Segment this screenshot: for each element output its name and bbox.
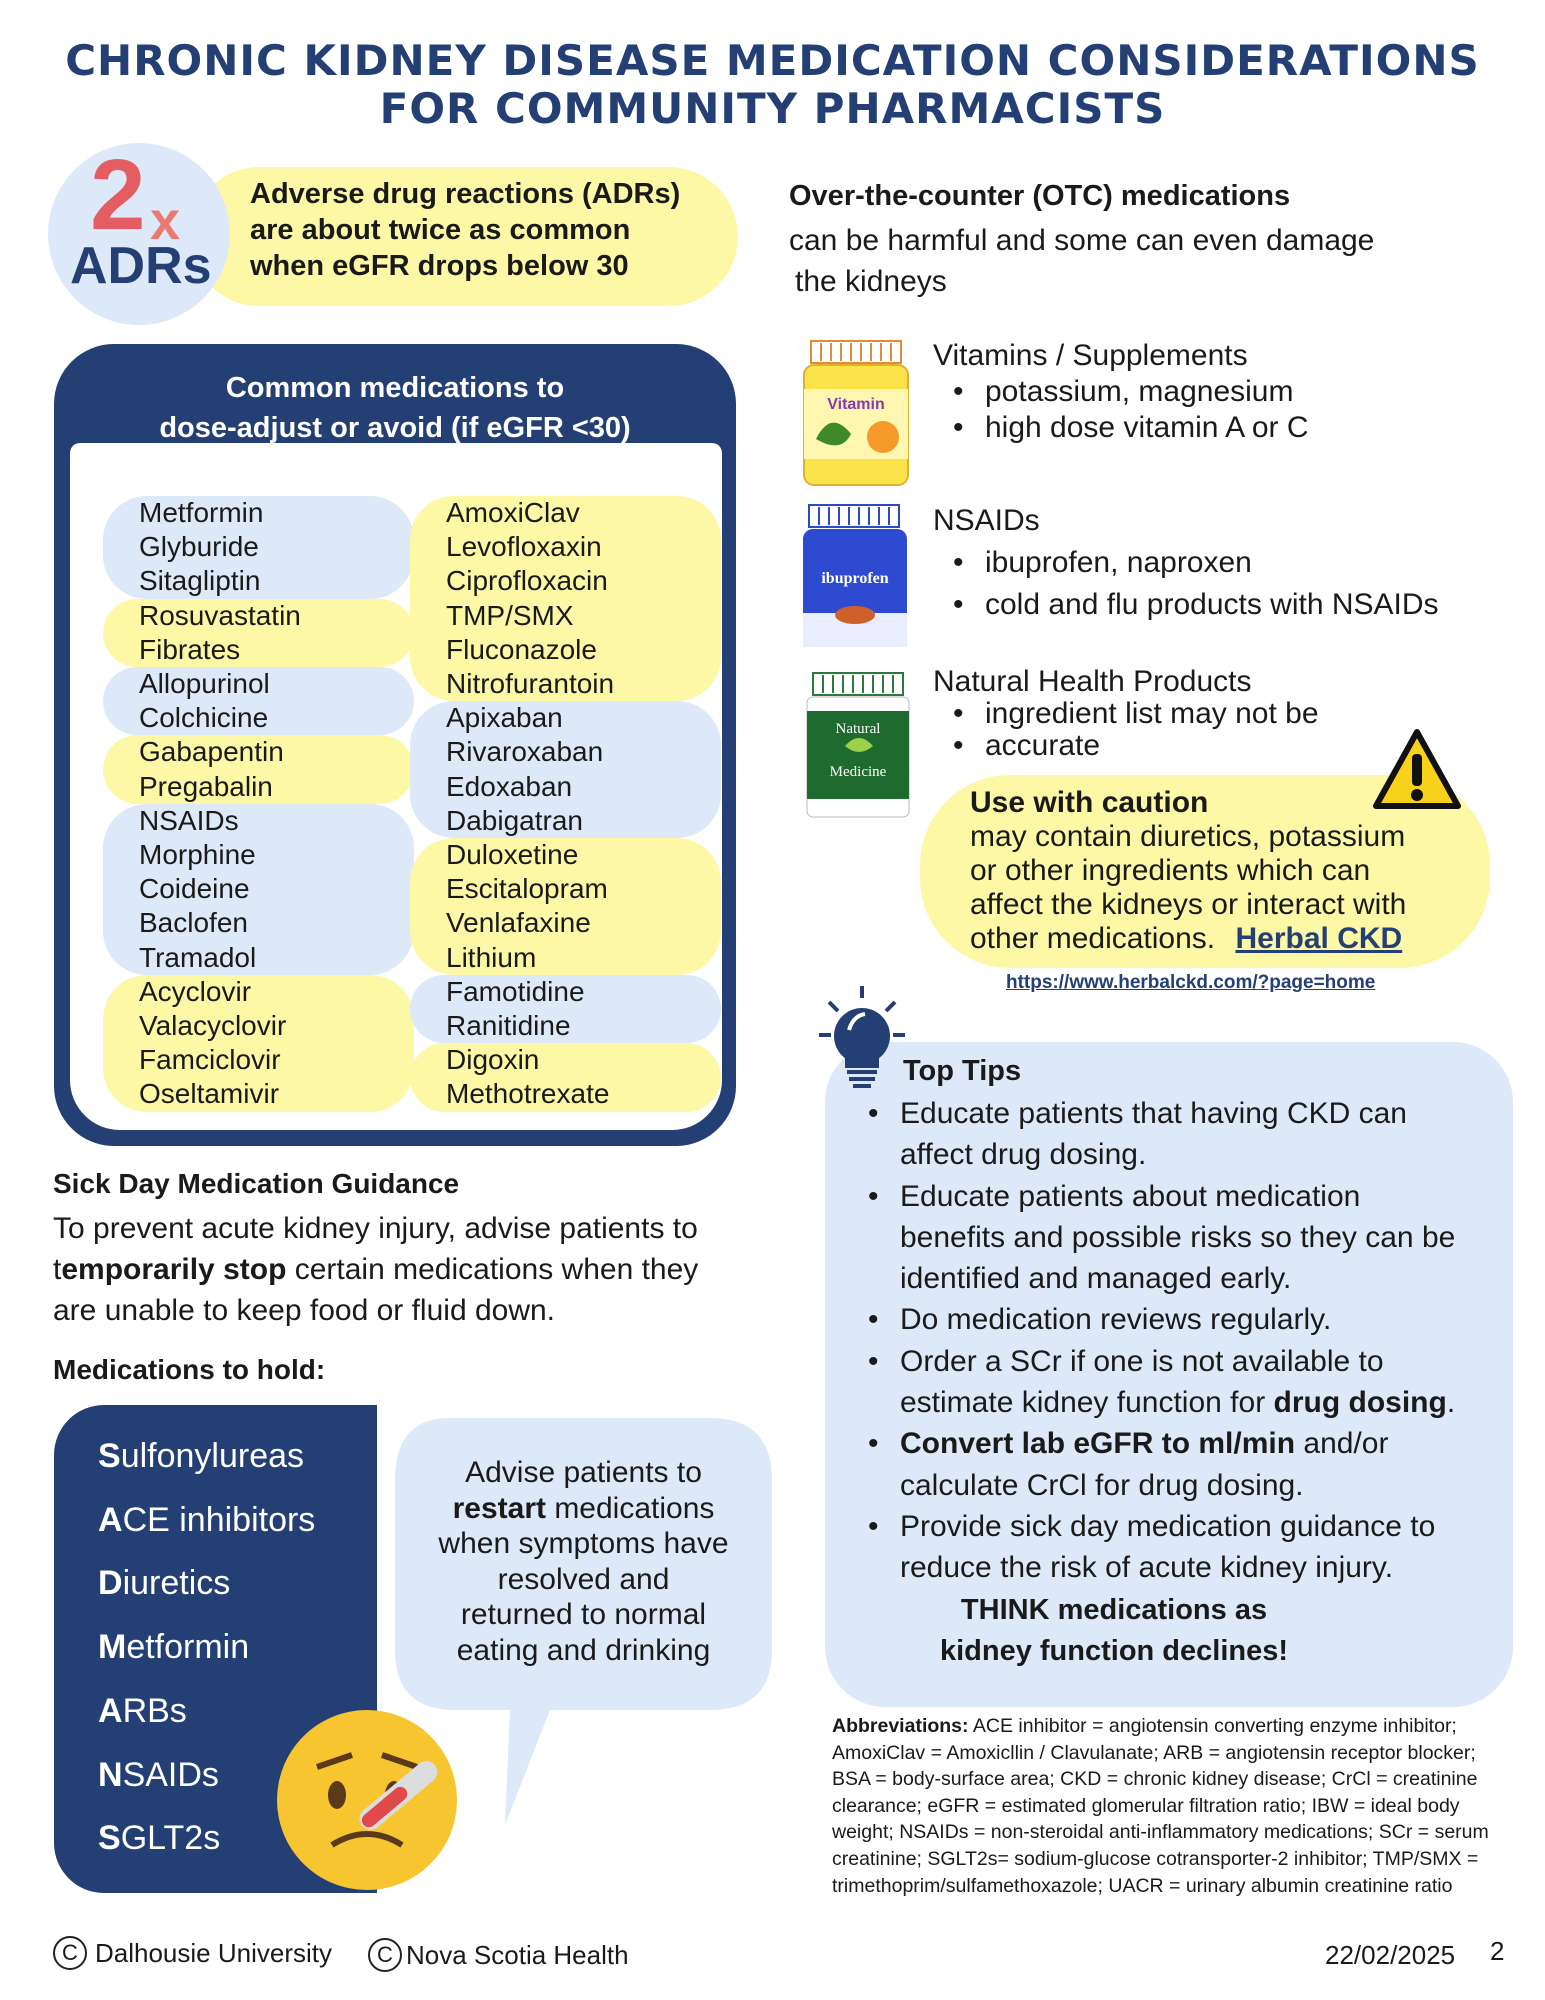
nsaids-title: NSAIDs xyxy=(933,504,1040,537)
med-group-blue xyxy=(103,667,414,735)
meds-left-column xyxy=(139,496,414,1112)
med-item: Apixaban xyxy=(446,702,563,734)
med-item: TMP/SMX xyxy=(446,599,574,631)
t: and/or xyxy=(1295,1427,1389,1461)
otc-text xyxy=(789,220,1374,302)
med-item: Escitalopram xyxy=(446,873,608,905)
adr-line: are about twice as common xyxy=(250,214,631,246)
ibuprofen-label: ibuprofen xyxy=(821,570,889,587)
list-item: • ingredient list may not be xyxy=(985,698,1319,730)
med-item: Sitagliptin xyxy=(139,565,261,597)
t: Advise patients to xyxy=(465,1456,702,1489)
med-item: Coideine xyxy=(139,873,250,905)
heading-line: Common medications to xyxy=(225,372,565,404)
sick-face-icon xyxy=(272,1705,462,1895)
nsaids-section xyxy=(933,500,1439,626)
vitamin-bottle-icon xyxy=(801,339,911,489)
tip-item xyxy=(900,1093,1455,1176)
adr-label: ADRs xyxy=(70,237,212,295)
hold-item: ARBs xyxy=(98,1691,187,1730)
meds-right-column xyxy=(446,496,721,1112)
med-item: Famotidine xyxy=(446,975,585,1007)
otc-heading: Over-the-counter (OTC) medications xyxy=(789,180,1291,212)
med-item: Methotrexate xyxy=(446,1078,610,1110)
t: or other ingredients which can xyxy=(970,854,1371,887)
sick-day-text xyxy=(53,1208,698,1331)
list-item: • high dose vitamin A or C xyxy=(985,410,1309,446)
natural-section xyxy=(933,666,1319,762)
t: resolved and xyxy=(497,1562,670,1596)
med-item: Valacyclovir xyxy=(139,1010,287,1042)
t: affect the kidneys or interact with xyxy=(970,888,1407,921)
t: may contain diuretics, potassium xyxy=(970,820,1406,853)
med-item: Nitrofurantoin xyxy=(446,668,615,700)
t: certain medications when they xyxy=(286,1253,699,1286)
t: the kidneys xyxy=(795,265,947,298)
list-item: • ibuprofen, naproxen xyxy=(985,542,1439,584)
t: • Educate patients about medication xyxy=(900,1179,1361,1213)
sick-day-heading: Sick Day Medication Guidance xyxy=(53,1168,460,1199)
med-item: Digoxin xyxy=(446,1044,540,1076)
med-item: Tramadol xyxy=(139,941,257,973)
med-item: Fluconazole xyxy=(446,633,597,665)
med-item: NSAIDs xyxy=(139,804,239,836)
med-item: Venlafaxine xyxy=(446,907,591,939)
t: THINK medications as xyxy=(960,1594,1268,1626)
ibuprofen-bottle-icon xyxy=(801,503,911,651)
med-item: Oseltamivir xyxy=(139,1078,280,1110)
bubble-text xyxy=(395,1455,772,1668)
t: • Educate patients that having CKD can xyxy=(900,1097,1407,1130)
caution-heading: Use with caution xyxy=(970,786,1209,819)
t: can be harmful and some can even damage xyxy=(789,224,1375,257)
tip-item xyxy=(900,1299,1455,1340)
med-item: Levofloxaxin xyxy=(446,531,602,563)
med-item: Rivaroxaban xyxy=(446,736,604,768)
vitamin-label: Vitamin xyxy=(827,396,885,413)
t: • Order a SCr if one is not available to xyxy=(900,1344,1384,1378)
text-line: are unable to keep food or fluid down. xyxy=(53,1294,556,1327)
med-group-blue xyxy=(410,701,721,838)
med-group-blue xyxy=(410,975,721,1043)
vitamins-title: Vitamins / Supplements xyxy=(933,339,1248,372)
tip-item xyxy=(900,1176,1455,1300)
list-item: • potassium, magnesium xyxy=(985,374,1309,410)
med-item: Allopurinol xyxy=(139,668,270,700)
footer-text: Dalhousie University xyxy=(95,1937,332,1968)
med-group-yellow xyxy=(103,599,414,667)
med-item: Morphine xyxy=(139,839,256,871)
adr-line: when eGFR drops below 30 xyxy=(250,250,629,282)
emphasis: emporarily stop xyxy=(61,1253,287,1286)
tips-heading: Top Tips xyxy=(903,1055,1022,1087)
heading-line: dose-adjust or avoid (if eGFR <30) xyxy=(159,412,631,444)
t: calculate CrCl for drug dosing. xyxy=(900,1468,1304,1502)
emphasis: drug dosing xyxy=(1273,1386,1447,1420)
tip-item xyxy=(900,1506,1455,1589)
t: . xyxy=(1446,1386,1456,1420)
vitamins-section xyxy=(933,338,1309,446)
page-title-line1: CHRONIC KIDNEY DISEASE MEDICATION CONSIDERATIONS xyxy=(65,36,1480,85)
med-item: Ranitidine xyxy=(446,1010,571,1042)
med-group-yellow xyxy=(410,496,721,701)
tips-list xyxy=(900,1093,1455,1589)
natural-medicine-bottle-icon xyxy=(805,671,913,821)
page-number: 2 xyxy=(1490,1936,1505,1966)
med-group-blue xyxy=(103,804,414,975)
hold-item: Metformin xyxy=(98,1628,250,1667)
hold-item: ACE inhibitors xyxy=(98,1500,316,1539)
t: reduce the risk of acute kidney injury. xyxy=(900,1551,1394,1585)
med-group-yellow xyxy=(410,838,721,975)
list-item: • cold and flu products with NSAIDs xyxy=(985,584,1439,626)
lightbulb-icon xyxy=(815,980,910,1090)
common-meds-heading xyxy=(54,368,736,448)
herbal-ckd-url[interactable]: https://www.herbalckd.com/?page=home xyxy=(1006,972,1376,993)
text-line: To prevent acute kidney injury, advise patients to xyxy=(53,1212,698,1245)
med-item: AmoxiClav xyxy=(446,497,580,528)
med-group-blue xyxy=(103,496,414,599)
footer-text: Nova Scotia Health xyxy=(406,1939,629,1970)
t: • Provide sick day medication guidance to xyxy=(900,1509,1436,1543)
emphasis: Convert lab eGFR to ml/min xyxy=(900,1427,1296,1461)
hold-item: NSAIDs xyxy=(98,1755,219,1794)
med-item: Glyburide xyxy=(139,531,259,563)
copyright-icon: C xyxy=(368,1938,402,1972)
think-callout xyxy=(825,1590,1513,1672)
t: other medications. xyxy=(970,922,1216,955)
hold-item: Sulfonylureas xyxy=(98,1437,305,1475)
med-item: Famciclovir xyxy=(139,1044,281,1076)
natural-title: Natural Health Products xyxy=(933,665,1252,698)
med-item: Pregabalin xyxy=(139,770,273,802)
medicine-label: Medicine xyxy=(829,764,887,780)
med-item: Duloxetine xyxy=(446,839,579,871)
adr-text xyxy=(250,176,680,284)
t: when symptoms have xyxy=(438,1527,729,1560)
med-item: Lithium xyxy=(446,941,537,973)
copyright-icon: C xyxy=(53,1936,87,1970)
med-item: Acyclovir xyxy=(139,975,252,1007)
med-item: Dabigatran xyxy=(446,804,583,836)
med-item: Metformin xyxy=(139,497,264,528)
t: affect drug dosing. xyxy=(900,1138,1147,1172)
page-title-line2: FOR COMMUNITY PHARMACISTS xyxy=(379,84,1166,133)
adr-x: x xyxy=(150,191,181,251)
t: estimate kidney function for xyxy=(900,1386,1274,1420)
hold-item: Diuretics xyxy=(98,1564,231,1603)
med-item: Colchicine xyxy=(139,702,269,734)
abbreviations-text: ACE inhibitor = angiotensin converting enzyme inhibitor; AmoxiClav = Amoxicllin / Clavulanate; ARB = angiotensin receptor blocker; BSA = body-surface area; CKD = chronic kidney disease; CrCl = creatinine clearance; eGFR = estimated glomerular filtration ratio; IBW = ideal body weight; NSAIDs = non-steroidal anti-inflammatory medications; SCr = serum creatinine; SGLT2s= sodium-glucose cotransporter-2 inhibitor; TMP/SMX = trimethoprim/sulfamethoxazole; UACR = urinary albumin creatinine ratio xyxy=(832,1715,1489,1897)
date: 22/02/2025 xyxy=(1325,1940,1456,1970)
med-item: Baclofen xyxy=(139,907,248,939)
t: t xyxy=(53,1253,62,1286)
t: returned to normal xyxy=(460,1598,707,1631)
copyright-dalhousie xyxy=(53,1936,332,1970)
med-group-yellow xyxy=(103,975,414,1112)
hold-heading: Medications to hold: xyxy=(53,1354,326,1385)
abbreviations xyxy=(832,1713,1517,1899)
hold-item: SGLT2s xyxy=(98,1819,221,1858)
adr-2: 2 xyxy=(90,139,146,251)
adr-line: Adverse drug reactions (ADRs) xyxy=(250,178,681,210)
caution-text xyxy=(970,786,1406,956)
med-group-yellow xyxy=(103,735,414,803)
t: kidney function declines! xyxy=(939,1635,1289,1667)
natural-label: Natural xyxy=(835,721,881,737)
emphasis: restart xyxy=(452,1491,546,1525)
t: identified and managed early. xyxy=(900,1262,1292,1296)
t: • Do medication reviews regularly. xyxy=(900,1303,1332,1337)
list-item-cont: • accurate xyxy=(985,730,1319,762)
tip-item xyxy=(900,1341,1455,1424)
tip-item xyxy=(900,1423,1455,1506)
t xyxy=(395,1491,772,1527)
t: eating and drinking xyxy=(456,1633,711,1667)
med-item: Rosuvastatin xyxy=(139,599,301,631)
herbal-ckd-link[interactable]: Herbal CKD xyxy=(1235,922,1403,955)
med-item: Ciprofloxacin xyxy=(446,565,608,597)
med-item: Edoxaban xyxy=(446,770,573,802)
med-group-yellow xyxy=(410,1043,721,1111)
med-item: Fibrates xyxy=(139,633,241,665)
copyright-nsh xyxy=(368,1938,629,1972)
text-line xyxy=(53,1249,698,1290)
med-item: Gabapentin xyxy=(139,736,284,768)
t: medications xyxy=(545,1491,715,1525)
abbreviations-label: Abbreviations: xyxy=(832,1715,969,1737)
t: benefits and possible risks so they can be xyxy=(900,1220,1456,1254)
